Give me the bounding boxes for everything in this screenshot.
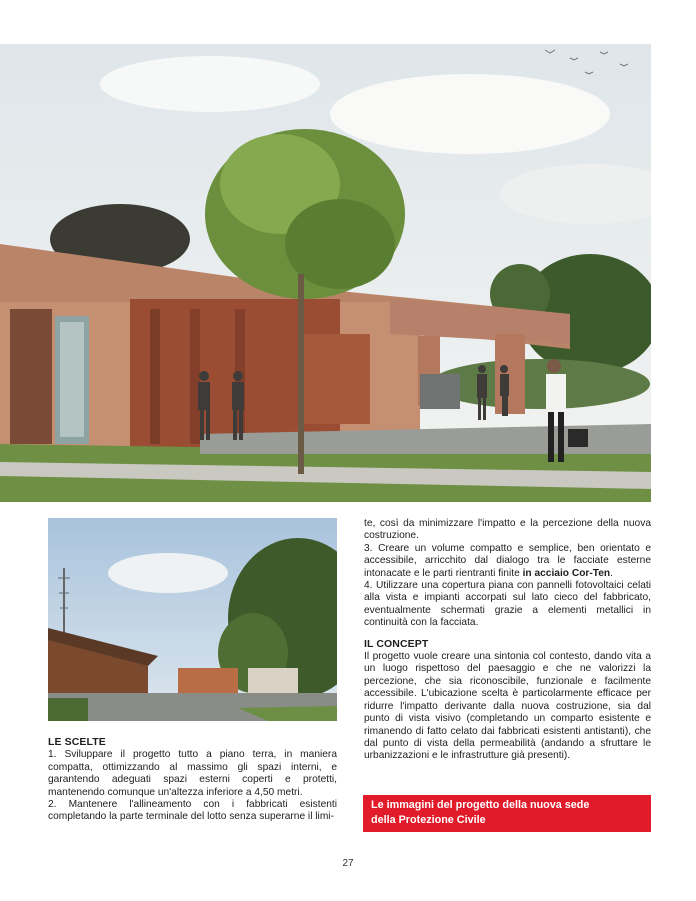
body-paragraph: te, così da minimizzare l'impatto e la percezione della nuova costruzione.: [364, 518, 651, 542]
site-photo: [48, 518, 337, 721]
body-paragraph: Il progetto vuole creare una sintonia col contesto, dando vita a un luogo rispettoso del paesaggio e che ne valorizzi la percezione, che sia riconoscibile, funzionale e facilmente accessibile. L'ubicazione scelta è particolarmente efficace per ridurre l'impatto derivante dalla nuova costruzione, sia dal punto di vista visivo (completando un comparto esistente e rimanendo di fatto celato dai fabbricati esistenti antistanti), che dal punto di vista della permeabilità (andando a sfruttare le urbanizzazioni e le infrastrutture già presenti).: [364, 651, 651, 762]
callout-line-2: della Protezione Civile: [371, 814, 486, 826]
page-number: 27: [342, 858, 354, 869]
section-heading-scelte: LE SCELTE: [48, 736, 106, 748]
body-paragraph: 4. Utilizzare una copertura piana con pannelli fotovoltaici celati alla vista e impianti accorpati sul lato cieco del fabbricato, eventualmente schermati grazie a elementi metallici in continuità con la facciata.: [364, 580, 651, 629]
body-paragraph: [364, 543, 651, 580]
item-3-emphasis: in acciaio Cor-Ten: [522, 567, 611, 579]
body-paragraph: 1. Sviluppare il progetto tutto a piano terra, in maniera compatta, ottimizzando al massimo gli spazi interni, e garantendo adeguati spazi esterni coperti e protetti, mantenendo comunque un'altezza inferiore a 4,50 metri.: [48, 749, 337, 798]
item-3-end: .: [610, 567, 613, 579]
left-text-column: [48, 736, 337, 824]
hero-rendering: [0, 44, 651, 502]
item-3-text: 3. Creare un volume compatto e semplice, ben orientato e accessibile, arricchito dal dialogo tra le facciate esterne intonacate e le parti rientranti finite: [364, 542, 651, 579]
caption-callout: [363, 795, 651, 832]
right-text-column: [364, 518, 651, 763]
callout-line-1: Le immagini del progetto della nuova sede: [371, 799, 590, 811]
section-heading-concept: IL CONCEPT: [364, 637, 429, 650]
body-paragraph: 2. Mantenere l'allineamento con i fabbricati esistenti completando la parte terminale del lotto senza superarne il limi-: [48, 799, 337, 823]
